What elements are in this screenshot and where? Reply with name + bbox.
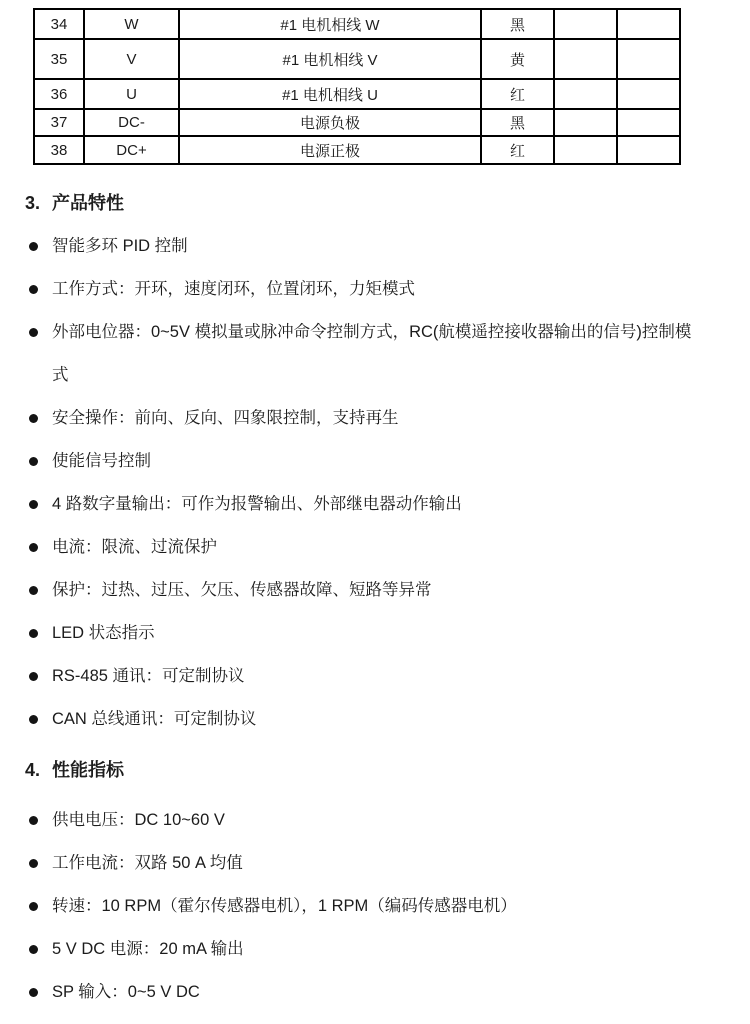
- list-item: [25, 655, 706, 698]
- list-item-text: 供电电压：DC 10~60 V: [52, 811, 225, 829]
- bullet-icon: [29, 859, 38, 868]
- cell-empty: [617, 136, 680, 164]
- table-row: [34, 39, 680, 79]
- bullet-icon: [29, 242, 38, 251]
- table-row: [34, 136, 680, 164]
- list-item: [25, 842, 706, 885]
- section-number: 4.: [25, 760, 41, 780]
- cell-empty: [617, 9, 680, 39]
- cell-pin-number: 37: [34, 109, 84, 136]
- section-title: 性能指标: [52, 760, 124, 780]
- section-heading-performance-specs: [25, 756, 706, 784]
- list-item: [25, 885, 706, 928]
- list-item-text: 安全操作：前向、反向、四象限控制，支持再生: [52, 409, 399, 427]
- cell-empty: [554, 79, 617, 109]
- list-item: [25, 225, 706, 268]
- cell-wire-color: 红: [481, 136, 554, 164]
- bullet-icon: [29, 586, 38, 595]
- list-item: [25, 799, 706, 842]
- cell-empty: [554, 39, 617, 79]
- table-row: [34, 9, 680, 39]
- cell-empty: [617, 109, 680, 136]
- table-row: [34, 109, 680, 136]
- cell-description: #1 电机相线 W: [179, 9, 481, 39]
- cell-pin-number: 35: [34, 39, 84, 79]
- bullet-icon: [29, 715, 38, 724]
- list-item: [25, 268, 706, 311]
- list-item: [25, 397, 706, 440]
- list-item-text: CAN 总线通讯：可定制协议: [52, 710, 257, 728]
- list-item: [25, 483, 706, 526]
- list-item-text: SP 输入：0~5 V DC: [52, 983, 200, 1001]
- section-heading-product-features: [25, 189, 706, 217]
- list-item-text: 保护：过热、过压、欠压、传感器故障、短路等异常: [52, 581, 432, 599]
- list-item: [25, 526, 706, 569]
- table-row: [34, 79, 680, 109]
- list-item-text: 5 V DC 电源：20 mA 输出: [52, 940, 244, 958]
- bullet-icon: [29, 285, 38, 294]
- bullet-icon: [29, 672, 38, 681]
- bullet-icon: [29, 543, 38, 552]
- list-item: [25, 612, 706, 655]
- product-features-list: [25, 225, 706, 741]
- cell-wire-color: 黄: [481, 39, 554, 79]
- cell-empty: [554, 136, 617, 164]
- cell-wire-color: 红: [481, 79, 554, 109]
- list-item: [25, 928, 706, 971]
- bullet-icon: [29, 629, 38, 638]
- bullet-icon: [29, 945, 38, 954]
- cell-signal-label: DC-: [84, 109, 179, 136]
- list-item-text: 电流：限流、过流保护: [52, 538, 217, 556]
- cell-empty: [617, 79, 680, 109]
- section-number: 3.: [25, 193, 41, 213]
- wiring-table: [33, 8, 681, 165]
- list-item: [25, 698, 706, 741]
- cell-empty: [554, 9, 617, 39]
- cell-pin-number: 38: [34, 136, 84, 164]
- cell-description: #1 电机相线 U: [179, 79, 481, 109]
- list-item: [25, 440, 706, 483]
- list-item-text: 智能多环 PID 控制: [52, 237, 188, 255]
- cell-pin-number: 36: [34, 79, 84, 109]
- list-item-text: 外部电位器：0~5V 模拟量或脉冲命令控制方式，RC(航模遥控接收器输出的信号)控制模式: [52, 323, 692, 384]
- cell-empty: [554, 109, 617, 136]
- cell-wire-color: 黑: [481, 109, 554, 136]
- list-item: [25, 569, 706, 612]
- bullet-icon: [29, 988, 38, 997]
- bullet-icon: [29, 500, 38, 509]
- list-item-text: 工作电流：双路 50 A 均值: [52, 854, 243, 872]
- cell-signal-label: U: [84, 79, 179, 109]
- list-item: [25, 311, 706, 397]
- cell-signal-label: W: [84, 9, 179, 39]
- list-item-text: 使能信号控制: [52, 452, 151, 470]
- performance-specs-list: [25, 799, 706, 1014]
- cell-description: 电源负极: [179, 109, 481, 136]
- cell-description: #1 电机相线 V: [179, 39, 481, 79]
- bullet-icon: [29, 328, 38, 337]
- cell-empty: [617, 39, 680, 79]
- cell-wire-color: 黑: [481, 9, 554, 39]
- bullet-icon: [29, 414, 38, 423]
- list-item-text: 4 路数字量输出：可作为报警输出、外部继电器动作输出: [52, 495, 462, 513]
- list-item: [25, 971, 706, 1014]
- cell-pin-number: 34: [34, 9, 84, 39]
- cell-description: 电源正极: [179, 136, 481, 164]
- list-item-text: RS-485 通讯：可定制协议: [52, 667, 245, 685]
- bullet-icon: [29, 816, 38, 825]
- list-item-text: 转速：10 RPM（霍尔传感器电机），1 RPM（编码传感器电机）: [52, 897, 517, 915]
- cell-signal-label: V: [84, 39, 179, 79]
- bullet-icon: [29, 902, 38, 911]
- list-item-text: 工作方式：开环，速度闭环，位置闭环，力矩模式: [52, 280, 415, 298]
- cell-signal-label: DC+: [84, 136, 179, 164]
- section-title: 产品特性: [52, 193, 124, 213]
- bullet-icon: [29, 457, 38, 466]
- list-item-text: LED 状态指示: [52, 624, 155, 642]
